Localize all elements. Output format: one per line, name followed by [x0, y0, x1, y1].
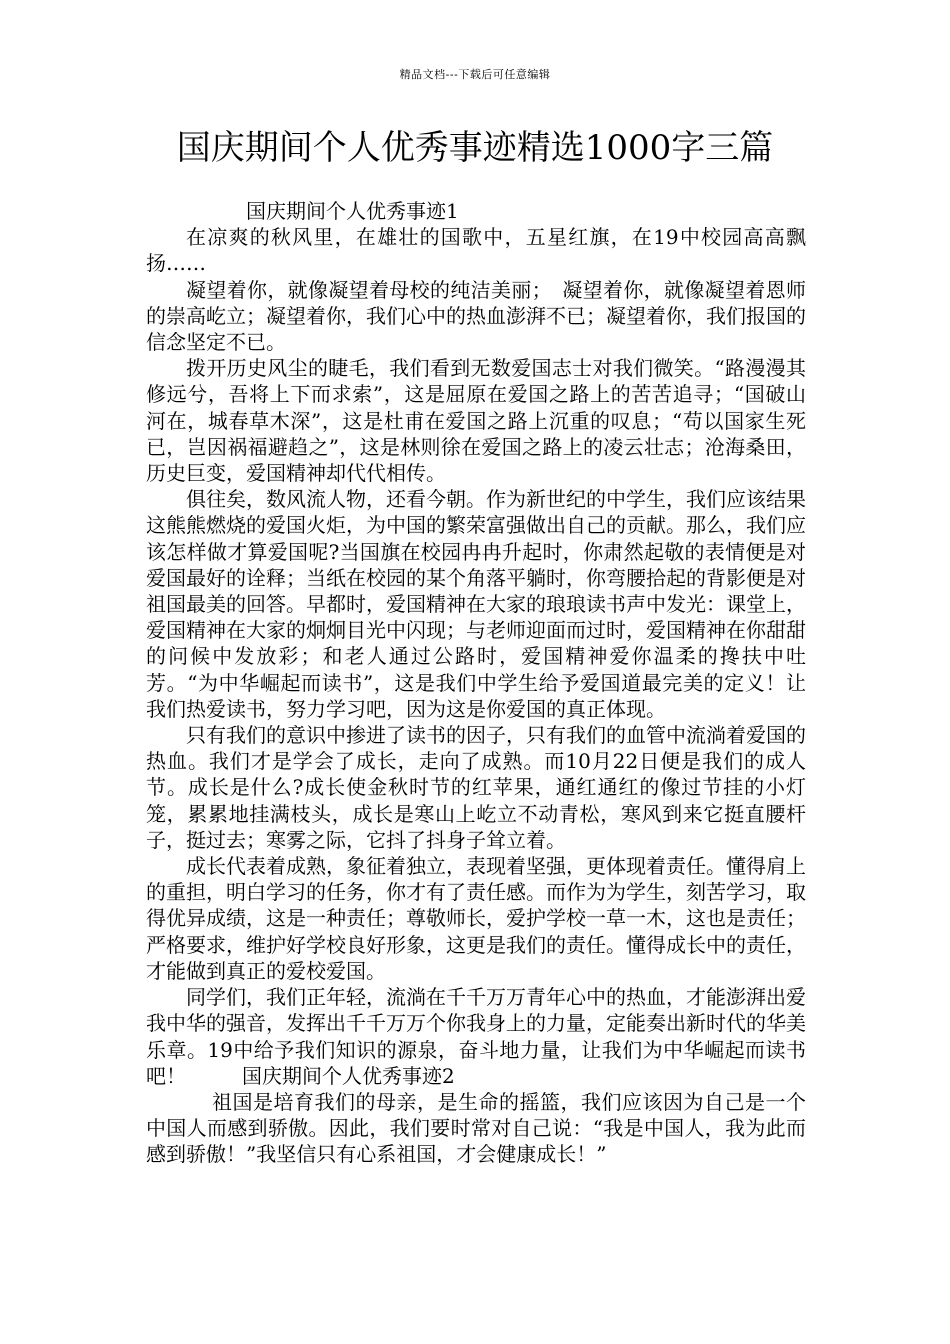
header-note: 精品文档---下载后可任意编辑: [399, 68, 551, 81]
section-heading: 国庆期间个人优秀事迹2: [242, 1063, 455, 1088]
document-body: [146, 198, 806, 1168]
page-title: 国庆期间个人优秀事迹精选1000字三篇: [176, 128, 774, 168]
paragraph: 成长代表着成熟，象征着独立，表现着坚强，更体现着责任。懂得肩上的重担，明白学习的任务，你才有了责任感。而作为为学生，刻苦学习，取得优异成绩，这是一种责任；尊敬师长，爱护学校一草一木，这也是责任；严格要求，维护好学校良好形象，这更是我们的责任。懂得成长中的责任，才能做到真正的爱校爱国。: [146, 854, 806, 983]
paragraph: 拨开历史风尘的睫毛，我们看到无数爱国志士对我们微笑。“路漫漫其修远兮，吾将上下而求索”，这是屈原在爱国之路上的苦苦追寻；“国破山河在，城春草木深”，这是杜甫在爱国之路上沉重的叹息；“苟以国家生死已，岂因祸福避趋之”，这是林则徐在爱国之路上的凌云壮志；沧海桑田，历史巨变，爱国精神却代代相传。: [146, 356, 806, 486]
paragraph: 在凉爽的秋风里，在雄壮的国歌中，五星红旗，在19中校园高高飘扬……: [146, 225, 806, 276]
paragraph: [146, 984, 806, 1089]
paragraph-text: 同学们，我们正年轻，流淌在千千万万青年心中的热血，才能澎湃出爱我中华的强音，发挥出千千万万个你我身上的力量，定能奏出新时代的华美乐章。19中给予我们知识的源泉，奋斗地力量，让我们为中华崛起而读书吧！: [146, 985, 806, 1088]
paragraph: 凝望着你，就像凝望着母校的纯洁美丽； 凝望着你，就像凝望着恩师的崇高屹立；凝望着你，我们心中的热血澎湃不已；凝望着你，我们报国的信念坚定不已。: [146, 277, 806, 355]
paragraph: 祖国是培育我们的母亲，是生命的摇篮，我们应该因为自己是一个中国人而感到骄傲。因此，我们要时常对自己说：“我是中国人，我为此而感到骄傲！”我坚信只有心系祖国，才会健康成长！”: [146, 1089, 806, 1167]
paragraph: 只有我们的意识中掺进了读书的因子，只有我们的血管中流淌着爱国的热血。我们才是学会了成长，走向了成熟。而10月22日便是我们的成人节。成长是什么?成长使金秋时节的红苹果，通红通红的像过节挂的小灯笼，累累地挂满枝头，成长是寒山上屹立不动青松，寒风到来它挺直腰杆子，挺过去；寒雾之际，它抖了抖身子耸立着。: [146, 723, 806, 852]
paragraph: 俱往矣，数风流人物，还看今朝。作为新世纪的中学生，我们应该结果这熊熊燃烧的爱国火炬，为中国的繁荣富强做出自己的贡献。那么，我们应该怎样做才算爱国呢?当国旗在校园冉冉升起时，你肃然起敬的表情便是对爱国最好的诠释；当纸在校园的某个角落平躺时，你弯腰拾起的背影便是对祖国最美的回答。早都时，爱国精神在大家的琅琅读书声中发光：课堂上，爱国精神在大家的炯炯目光中闪现；与老师迎面而过时，爱国精神在你甜甜的问候中发放彩；和老人通过公路时，爱国精神爱你温柔的搀扶中吐芳。“为中华崛起而读书”，这是我们中学生给予爱国道最完美的定义！让我们热爱读书，努力学习吧，因为这是你爱国的真正体现。: [146, 487, 806, 721]
section-heading: 国庆期间个人优秀事迹1: [246, 199, 459, 223]
